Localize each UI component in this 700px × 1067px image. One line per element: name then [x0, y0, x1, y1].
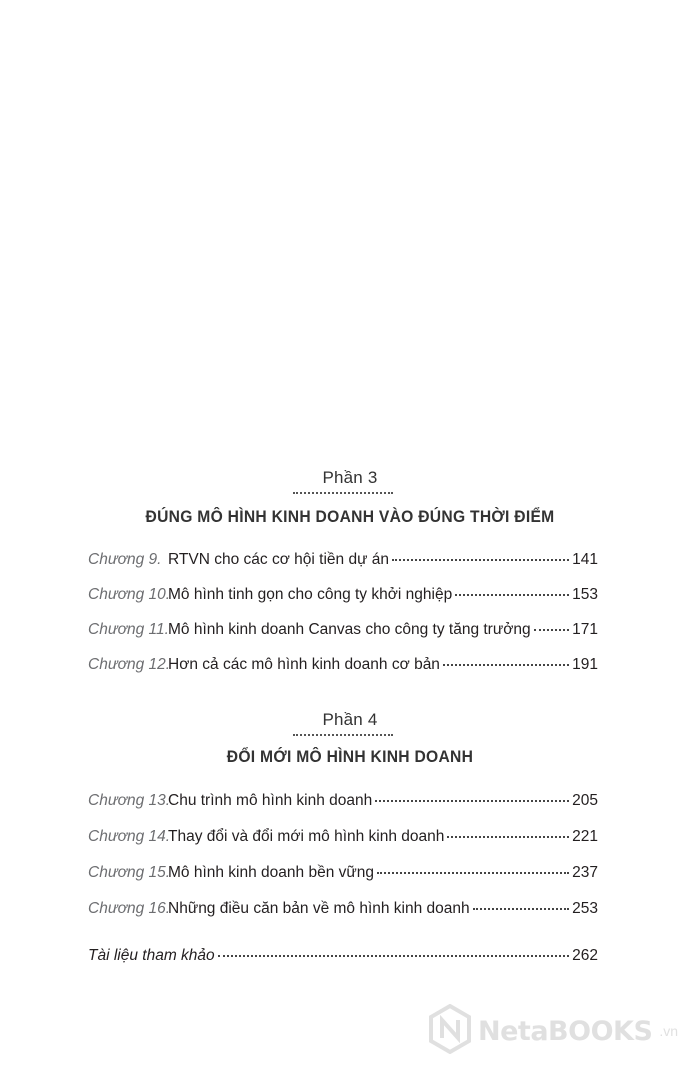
- chapter-number: Chương 10.: [88, 586, 171, 603]
- page-number: 141: [572, 551, 598, 568]
- part-3-title: ĐÚNG MÔ HÌNH KINH DOANH VÀO ĐÚNG THỜI ĐIỂM: [145, 507, 555, 526]
- toc-entry[interactable]: [88, 864, 598, 888]
- chapter-title: Mô hình kinh doanh bền vững: [168, 864, 374, 881]
- dot-leader: [218, 954, 569, 957]
- page-number: 205: [572, 792, 598, 809]
- toc-entry[interactable]: [88, 900, 598, 924]
- dot-leader: [392, 558, 569, 561]
- chapter-title: Mô hình kinh doanh Canvas cho công ty tăng trưởng: [168, 621, 531, 638]
- watermark-brand: NetaBOOKS: [478, 1015, 653, 1047]
- dot-leader: [473, 907, 569, 910]
- netabooks-logo-icon: [428, 1004, 472, 1059]
- watermark-suffix: .vn: [659, 1023, 679, 1039]
- dot-leader: [375, 799, 569, 802]
- chapter-number: Chương 15.: [88, 864, 171, 881]
- toc-entry[interactable]: [88, 621, 598, 645]
- chapter-title: Chu trình mô hình kinh doanh: [168, 792, 373, 809]
- dot-leader: [443, 663, 569, 666]
- chapter-title: RTVN cho các cơ hội tiền dự án: [168, 551, 389, 568]
- part-4-divider: [293, 734, 393, 738]
- part-4-label: Phần 4: [322, 710, 378, 729]
- chapter-number: Chương 13.: [88, 792, 171, 809]
- page-number: 237: [572, 864, 598, 881]
- page-number: 171: [572, 621, 598, 638]
- dot-leader: [377, 871, 569, 874]
- chapter-number: Chương 16.: [88, 900, 171, 917]
- page-number: 191: [572, 656, 598, 673]
- toc-entry[interactable]: [88, 551, 598, 575]
- dot-leader: [534, 628, 570, 631]
- toc-entry[interactable]: [88, 828, 598, 852]
- page-number: 253: [572, 900, 598, 917]
- page-number: 153: [572, 586, 598, 603]
- toc-entry[interactable]: [88, 792, 598, 816]
- chapter-number: Chương 14.: [88, 828, 171, 845]
- references-title: Tài liệu tham khảo: [88, 947, 215, 964]
- page-number: 221: [572, 828, 598, 845]
- chapter-title: Thay đổi và đổi mới mô hình kinh doanh: [168, 828, 445, 845]
- toc-entry-references[interactable]: [88, 947, 598, 971]
- part-3-label: Phần 3: [322, 468, 378, 487]
- part-4-title: ĐỔI MỚI MÔ HÌNH KINH DOANH: [226, 747, 474, 766]
- chapter-title: Mô hình tinh gọn cho công ty khởi nghiệp: [168, 586, 453, 603]
- page-number: 262: [572, 947, 598, 964]
- chapter-number: Chương 9.: [88, 551, 162, 568]
- chapter-title: Những điều căn bản về mô hình kinh doanh: [168, 900, 470, 917]
- dot-leader: [447, 835, 569, 838]
- chapter-number: Chương 12.: [88, 656, 171, 673]
- chapter-title: Hơn cả các mô hình kinh doanh cơ bản: [168, 656, 440, 673]
- chapter-number: Chương 11.: [88, 621, 169, 638]
- part-3-divider: [293, 492, 393, 496]
- netabooks-watermark: [428, 1003, 698, 1059]
- toc-entry[interactable]: [88, 656, 598, 680]
- dot-leader: [455, 593, 569, 596]
- toc-entry[interactable]: [88, 586, 598, 610]
